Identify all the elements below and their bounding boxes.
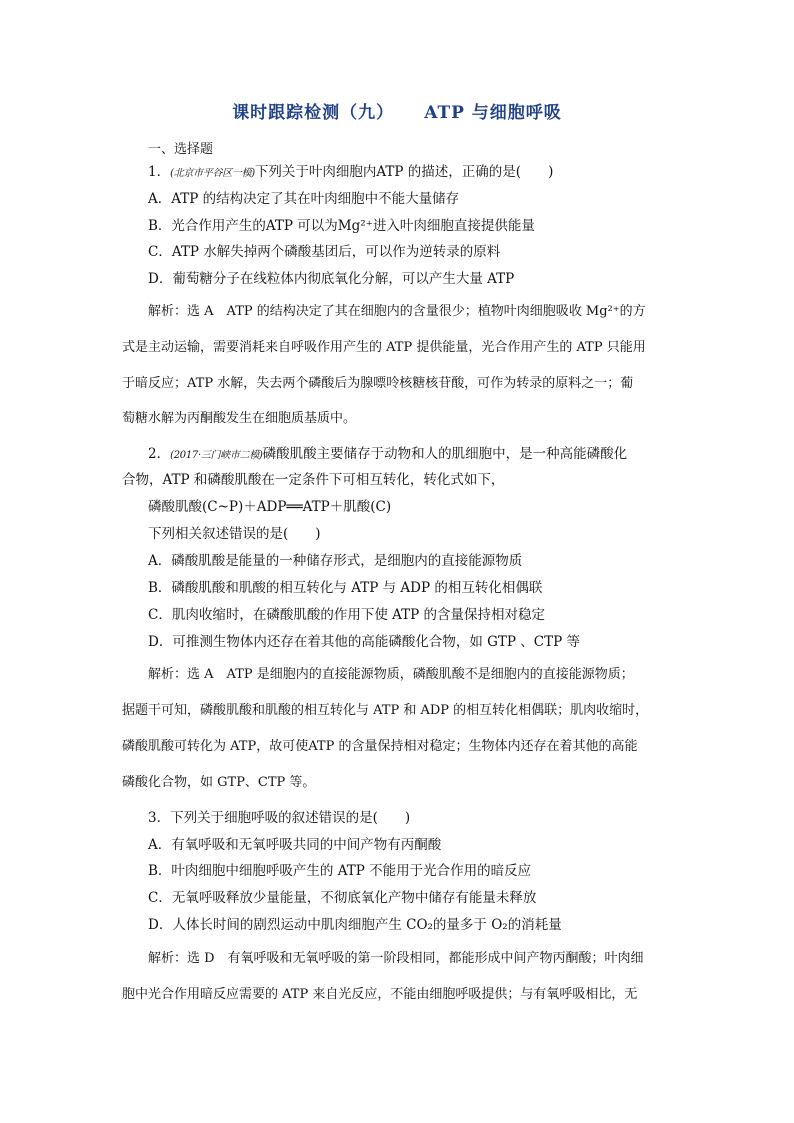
question-3-analysis-line: 胞中光合作用暗反应需要的 ATP 来自光反应，不能由细胞呼吸提供；与有氧呼吸相比，无 xyxy=(122,987,638,1002)
section-heading: 一、选择题 xyxy=(148,142,214,157)
question-1-analysis-line: 解析：选 A ATP 的结构决定了其在细胞内的含量很少；植物叶肉细胞吸收 Mg²⁺的方 xyxy=(148,304,646,319)
question-2-option-c: C．肌肉收缩时，在磷酸肌酸的作用下使 ATP 的含量保持相对稳定 xyxy=(148,607,546,623)
question-1-analysis-line: 式是主动运输，需要消耗来自呼吸作用产生的 ATP 提供能量，光合作用产生的 ATP 只能用 xyxy=(122,340,646,355)
question-1-analysis-line: 萄糖水解为丙酮酸发生在细胞质基质中。 xyxy=(122,411,357,426)
question-2-option-a: A．磷酸肌酸是能量的一种储存形式，是细胞内的直接能源物质 xyxy=(148,553,523,569)
question-1-number: 1． xyxy=(148,164,171,180)
page-title xyxy=(0,98,794,123)
question-3-option-a: A．有氧呼吸和无氧呼吸共同的中间产物有丙酮酸 xyxy=(148,837,442,853)
question-2-option-d: D．可推测生物体内还存在着其他的高能磷酸化合物，如 GTP 、CTP 等 xyxy=(148,634,580,650)
question-1-option-a: A．ATP 的结构决定了其在叶肉细胞中不能大量储存 xyxy=(148,191,460,207)
question-1-option-c: C．ATP 水解失掉两个磷酸基团后，可以作为逆转录的原料 xyxy=(148,244,501,260)
question-2-source: (2017·三门峡市二模) xyxy=(170,450,263,461)
question-2-prompt: 下列相关叙述错误的是( ) xyxy=(148,526,321,542)
question-2-analysis-line: 解析：选 A ATP 是细胞内的直接能源物质，磷酸肌酸不是细胞内的直接能源物质； xyxy=(148,667,634,682)
question-3-number: 3． xyxy=(148,810,171,826)
question-2-formula: 磷酸肌酸(C~P)＋ADP══ATP＋肌酸(C) xyxy=(148,499,392,515)
question-1-source: (北京市平谷区一模) xyxy=(170,168,255,179)
question-2-text: 磷酸肌酸主要储存于动物和人的肌细胞中，是一种高能磷酸化 xyxy=(262,446,628,462)
title-main: 课时跟踪检测（九） xyxy=(232,103,395,123)
question-3-option-b: B．叶肉细胞中细胞呼吸产生的 ATP 不能用于光合作用的暗反应 xyxy=(148,863,532,879)
question-3-analysis-line: 解析：选 D 有氧呼吸和无氧呼吸的第一阶段相同，都能形成中间产物丙酮酸；叶肉细 xyxy=(148,951,644,966)
question-3-option-d: D．人体长时间的剧烈运动中肌肉细胞产生 CO₂的量多于 O₂的消耗量 xyxy=(148,917,562,933)
question-2-number: 2． xyxy=(148,446,171,462)
question-2-stem xyxy=(148,445,627,465)
question-1-stem xyxy=(148,163,553,183)
question-3-stem xyxy=(148,809,410,827)
question-2-analysis-line: 磷酸肌酸可转化为 ATP，故可使ATP 的含量保持相对稳定；生物体内还存在着其他的高能 xyxy=(122,739,638,754)
question-2-analysis-line: 据题干可知，磷酸肌酸和肌酸的相互转化与 ATP 和 ADP 的相互转化相偶联；肌肉收缩时， xyxy=(122,703,649,718)
question-1-analysis-line: 于暗反应；ATP 水解，失去两个磷酸后为腺嘌呤核糖核苷酸，可作为转录的原料之一；葡 xyxy=(122,376,634,391)
title-sub: ATP 与细胞呼吸 xyxy=(424,103,562,123)
question-3-option-c: C．无氧呼吸释放少量能量，不彻底氧化产物中储存有能量未释放 xyxy=(148,890,537,906)
question-1-option-b: B．光合作用产生的ATP 可以为Mg²⁺进入叶肉细胞直接提供能量 xyxy=(148,218,535,234)
question-1-option-d: D．葡萄糖分子在线粒体内彻底氧化分解，可以产生大量 ATP xyxy=(148,271,515,287)
question-2-analysis-line: 磷酸化合物，如 GTP、CTP 等。 xyxy=(122,775,316,790)
question-1-text: 下列关于叶肉细胞内ATP 的描述，正确的是( ) xyxy=(254,164,554,180)
question-2-option-b: B．磷酸肌酸和肌酸的相互转化与 ATP 与 ADP 的相互转化相偶联 xyxy=(148,580,543,596)
question-2-stem-continued: 合物，ATP 和磷酸肌酸在一定条件下可相互转化，转化式如下， xyxy=(122,472,505,488)
question-3-text: 下列关于细胞呼吸的叙述错误的是( ) xyxy=(170,810,411,826)
